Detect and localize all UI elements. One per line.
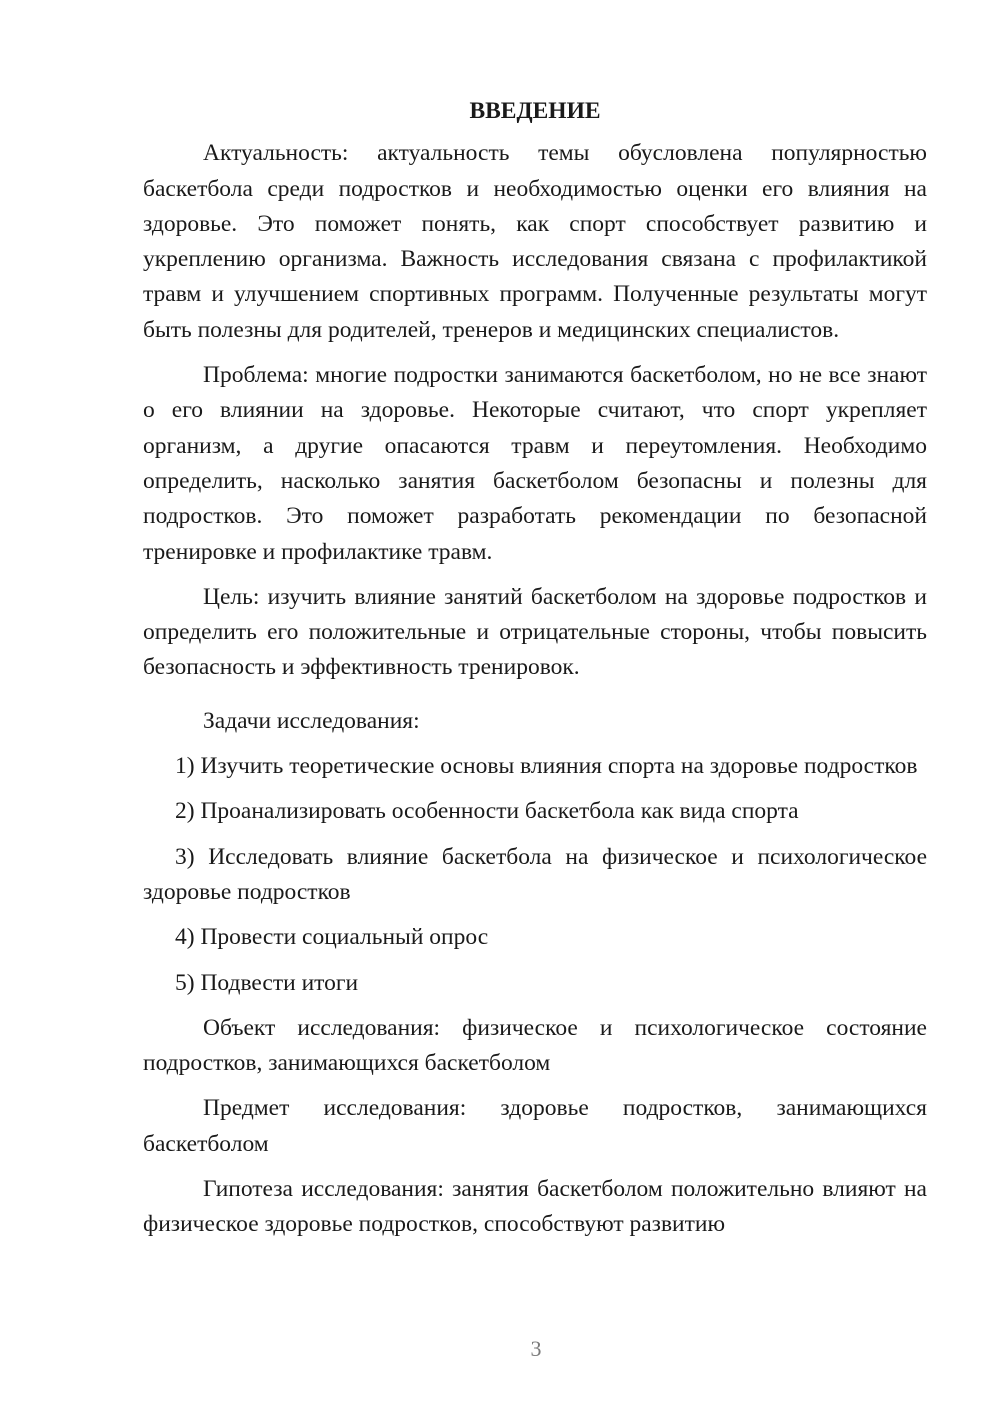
relevance-paragraph: Актуальность: актуальность темы обусловлена популярностью баскетбола среди подростков и необходимостью оценки его влияния на здоровье. Это поможет понять, как спорт способствует развитию и укреплению организма. Важность исследования связана с профилактикой травм и улучшением спортивных программ. Полученные результаты могут быть полезны для родителей, тренеров и медицинских специалистов.: [143, 140, 927, 343]
tasks-heading: Задачи исследования:: [203, 707, 420, 734]
task-item-2: 2) Проанализировать особенности баскетбола как вида спорта: [175, 798, 799, 825]
subject-paragraph: Предмет исследования: здоровье подростков, занимающихся баскетболом: [143, 1095, 927, 1157]
object-paragraph: Объект исследования: физическое и психологическое состояние подростков, занимающихся баскетболом: [143, 1014, 927, 1077]
goal-paragraph: Цель: изучить влияние занятий баскетболом на здоровье подростков и определить его положительные и отрицательные стороны, чтобы повысить безопасность и эффективность тренировок.: [143, 583, 927, 681]
section-title: ВВЕДЕНИЕ: [469, 98, 601, 124]
task-item-1: 1) Изучить теоретические основы влияния спорта на здоровье подростков: [175, 753, 918, 780]
problem-paragraph: Проблема: многие подростки занимаются баскетболом, но не все знают о его влиянии на здоровье. Некоторые считают, что спорт укрепляет организм, а другие опасаются травм и переутомления. Необходимо определить, насколько занятия баскетболом безопасны и полезны для подростков. Это поможет разработать рекомендации по безопасной тренировке и профилактике травм.: [143, 362, 927, 565]
page-number: 3: [530, 1336, 542, 1361]
page-body: [143, 94, 927, 1243]
hypothesis-paragraph: Гипотеза исследования: занятия баскетболом положительно влияют на физическое здоровье подростков, способствуют развитию: [143, 1176, 927, 1238]
task-item-3: 3) Исследовать влияние баскетбола на физическое и психологическое здоровье подростков: [143, 843, 927, 905]
task-item-5: 5) Подвести итоги: [175, 969, 359, 996]
task-item-4: 4) Провести социальный опрос: [175, 924, 489, 951]
